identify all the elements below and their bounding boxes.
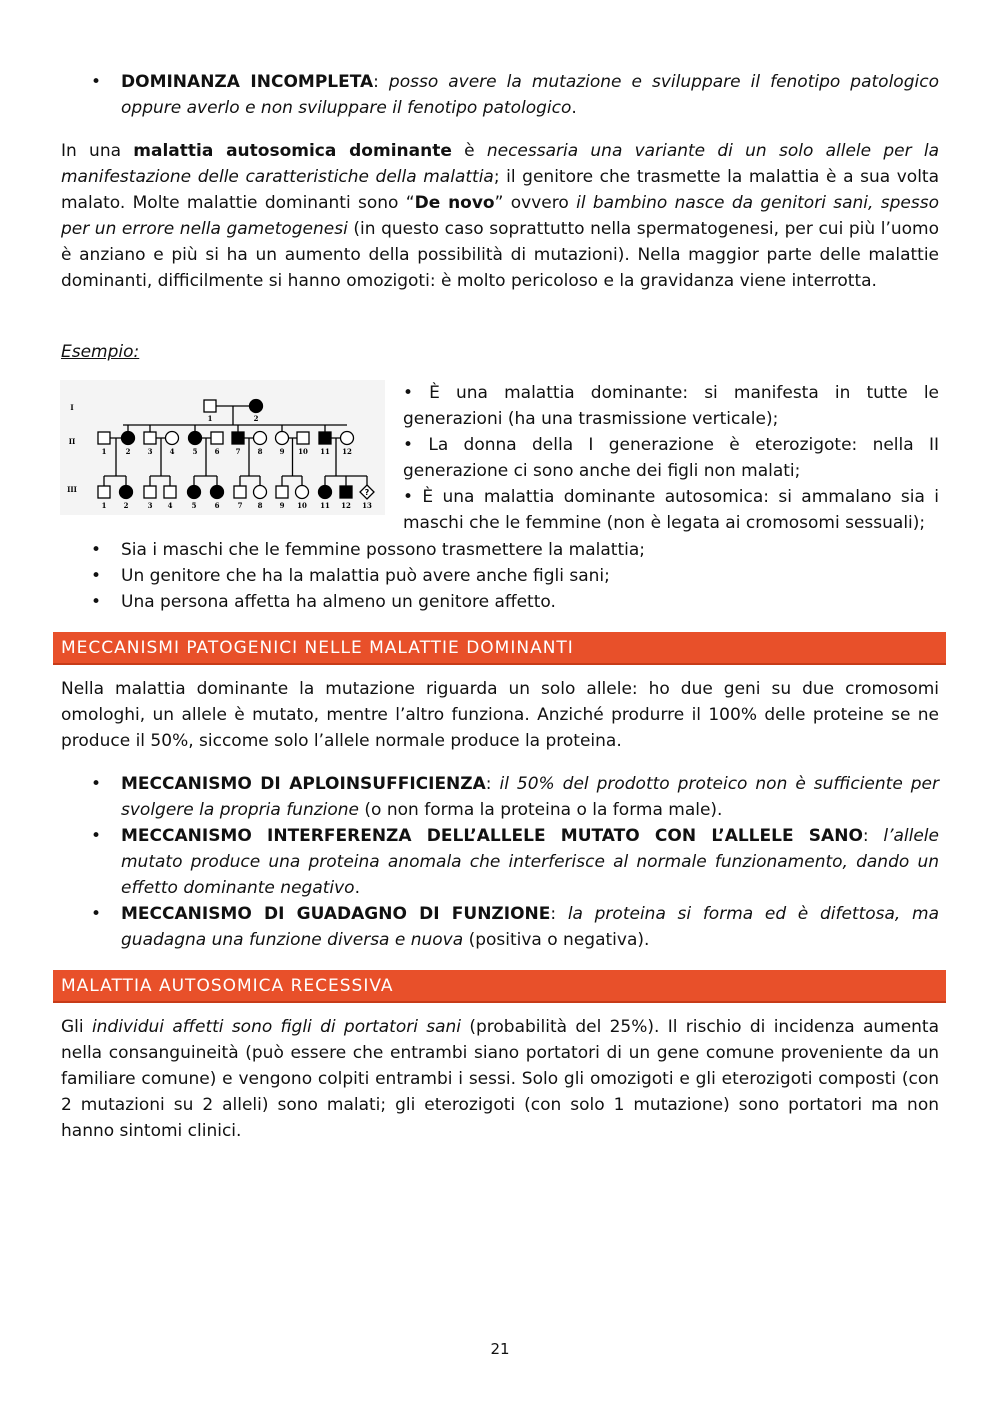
individual-number: 2 [253, 414, 259, 423]
page-number: 21 [490, 1340, 510, 1358]
female-symbol [254, 486, 267, 499]
individual-number: 1 [207, 414, 213, 423]
individual-number: 7 [237, 501, 243, 510]
list-item: • DOMINANZA INCOMPLETA: posso avere la mutazione e sviluppare il fenotipo patologico oppure averlo e non sviluppare il fenotipo patologico. [121, 69, 939, 121]
unknown-mark: ? [364, 488, 370, 497]
list-item: • Sia i maschi che le femmine possono trasmettere la malattia; [91, 540, 646, 560]
male-affected-symbol [319, 432, 331, 444]
pedigree-notes [403, 380, 939, 536]
male-symbol [98, 486, 110, 498]
female-affected-symbol [211, 486, 224, 499]
top-bullet-list [91, 69, 939, 121]
male-affected-symbol [232, 432, 244, 444]
bullets-after [91, 537, 939, 615]
individual-number: 9 [279, 447, 285, 456]
list-item: • MECCANISMO INTERFERENZA DELL’ALLELE MUTATO CON L’ALLELE SANO: l’allele mutato produce una proteina anomala che interferisce al normale funzionamento, dando un effetto dominante negativo. [91, 826, 939, 898]
individual-number: 5 [191, 501, 197, 510]
individual-number: 7 [235, 447, 241, 456]
list-item: • MECCANISMO DI APLOINSUFFICIENZA: il 50% del prodotto proteico non è sufficiente per svolgere la propria funzione (o non forma la proteina o la forma male). [91, 774, 939, 820]
individual-number: 4 [169, 447, 175, 456]
individual-number: 13 [362, 501, 372, 510]
individual-number: 12 [341, 501, 351, 510]
individual-number: 11 [320, 447, 330, 456]
bullet-icon: • [91, 72, 102, 92]
female-symbol [341, 432, 354, 445]
male-symbol [98, 432, 110, 444]
individual-number: 10 [298, 447, 308, 456]
individual-number: 3 [147, 501, 153, 510]
male-symbol [211, 432, 223, 444]
paragraph-mechanisms: Nella malattia dominante la mutazione riguarda un solo allele: ho due geni su due cromosomi omologhi, un allele è mutato, mentre l’altro funziona. Anziché produrre il 100% delle proteine se ne produce il 50%, siccome solo l’allele normale produce la proteina. [61, 679, 939, 751]
individual-number: 6 [214, 501, 220, 510]
male-affected-symbol [340, 486, 352, 498]
paragraph-dominant: In una malattia autosomica dominante è necessaria una variante di un solo allele per la manifestazione delle caratteristiche della malattia; il genitore che trasmette la malattia è a sua volta malato. Molte malattie dominanti sono “De novo” ovvero il bambino nasce da genitori sani, spesso per un errore nella gametogenesi (in questo caso soprattutto nella spermatogenesi, per cui più l’uomo è anziano e più si ha un aumento della possibilità di mutazioni). Nella maggior parte delle malattie dominanti, difficilmente si hanno omozigoti: è molto pericoloso e la gravidanza viene interrotta. [61, 141, 939, 291]
bullet-text: posso avere la mutazione e sviluppare il fenotipo patologico oppure averlo e non sviluppare il fenotipo patologico [121, 72, 939, 118]
individual-number: 6 [214, 447, 220, 456]
female-affected-symbol [250, 400, 263, 413]
male-symbol [234, 486, 246, 498]
list-item: • Un genitore che ha la malattia può avere anche figli sani; [91, 566, 610, 586]
generation-label: II [68, 437, 76, 446]
pedigree-diagram [60, 380, 385, 515]
female-affected-symbol [188, 486, 201, 499]
list-item: • La donna della I generazione è eterozigote: nella II generazione ci sono anche dei figli non malati; [403, 435, 940, 481]
individual-number: 11 [320, 501, 330, 510]
generation-label: III [67, 485, 77, 494]
individual-number: 1 [101, 501, 107, 510]
paragraph-recessive: Gli individui affetti sono figli di portatori sani (probabilità del 25%). Il rischio di incidenza aumenta nella consanguineità (può essere che entrambi siano portatori di un gene comune proveniente da un familiare comune) e vengono colpiti entrambi i sessi. Solo gli omozigoti e gli eterozigoti composti (con 2 mutazioni su 2 alleli) sono malati; gli eterozigoti (con solo 1 mutazione) sono portatori ma non hanno sintomi clinici. [61, 1017, 940, 1141]
male-symbol [144, 486, 156, 498]
individual-number: 1 [101, 447, 107, 456]
individual-number: 9 [279, 501, 285, 510]
female-affected-symbol [120, 486, 133, 499]
male-symbol [276, 486, 288, 498]
example-label: Esempio: [61, 342, 140, 362]
female-affected-symbol [189, 432, 202, 445]
individual-number: 2 [125, 447, 131, 456]
female-symbol [166, 432, 179, 445]
individual-number: 4 [167, 501, 173, 510]
mechanism-list [91, 771, 939, 953]
male-symbol [297, 432, 309, 444]
male-symbol [144, 432, 156, 444]
bullet-term: DOMINANZA INCOMPLETA [121, 72, 374, 92]
female-symbol [254, 432, 267, 445]
male-symbol [204, 400, 216, 412]
section-heading-mechanisms: MECCANISMI PATOGENICI NELLE MALATTIE DOMINANTI [53, 632, 946, 665]
individual-number: 10 [297, 501, 307, 510]
individual-number: 8 [257, 501, 263, 510]
list-item: • È una malattia dominante autosomica: si ammalano sia i maschi che le femmine (non è legata ai cromosomi sessuali); [403, 487, 939, 533]
individual-number: 5 [192, 447, 198, 456]
individual-number: 2 [123, 501, 129, 510]
generation-label: I [70, 403, 74, 412]
individual-number: 3 [147, 447, 153, 456]
section-heading-recessive: MALATTIA AUTOSOMICA RECESSIVA [53, 970, 946, 1003]
male-symbol [164, 486, 176, 498]
female-affected-symbol [319, 486, 332, 499]
female-affected-symbol [122, 432, 135, 445]
list-item: • MECCANISMO DI GUADAGNO DI FUNZIONE: la proteina si forma ed è difettosa, ma guadagna una funzione diversa e nuova (positiva o negativa). [91, 904, 939, 950]
female-symbol [296, 486, 309, 499]
list-item: • Una persona affetta ha almeno un genitore affetto. [91, 592, 556, 612]
individual-number: 8 [257, 447, 263, 456]
individual-number: 12 [342, 447, 352, 456]
female-symbol [276, 432, 289, 445]
list-item: • È una malattia dominante: si manifesta in tutte le generazioni (ha una trasmissione verticale); [403, 383, 940, 429]
